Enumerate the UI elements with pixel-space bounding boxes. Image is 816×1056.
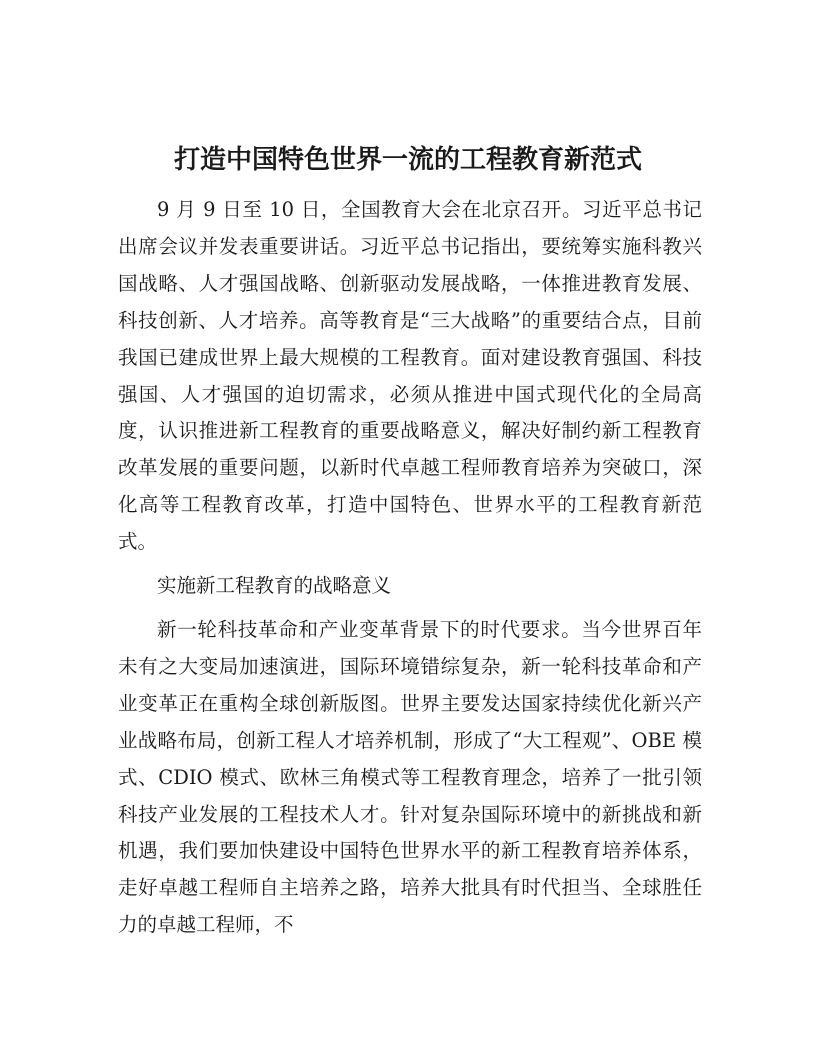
document-title: 打造中国特色世界一流的工程教育新范式 bbox=[173, 145, 642, 175]
document-body bbox=[118, 192, 702, 951]
section-heading: 实施新工程教育的战略意义 bbox=[157, 574, 392, 598]
body-paragraph: 9 月 9 日至 10 日，全国教育大会在北京召开。习近平总书记出席会议并发表重要讲话。习近平总书记指出，要统筹实施科教兴国战略、人才强国战略、创新驱动发展战略，一体推进教育发展、科技创新、人才培养。高等教育是“三大战略”的重要结合点，目前我国已建成世界上最大规模的工程教育。面对建设教育强国、科技强国、人才强国的迫切需求，必须从推进中国式现代化的全局高度，认识推进新工程教育的重要战略意义，解决好制约新工程教育改革发展的重要问题，以新时代卓越工程师教育培养为突破口，深化高等工程教育改革，打造中国特色、世界水平的工程教育新范式。 bbox=[118, 198, 702, 554]
body-paragraph: 新一轮科技革命和产业变革背景下的时代要求。当今世界百年未有之大变局加速演进，国际环境错综复杂，新一轮科技革命和产业变革正在重构全球创新版图。世界主要发达国家持续优化新兴产业战略布局，创新工程人才培养机制，形成了“大工程观”、OBE 模式、CDIO 模式、欧林三角模式等工程教育理念，培养了一批引领科技产业发展的工程技术人才。针对复杂国际环境中的新挑战和新机遇，我们要加快建设中国特色世界水平的新工程教育培养体系，走好卓越工程师自主培养之路，培养大批具有时代担当、全球胜任力的卓越工程师，不 bbox=[118, 617, 702, 937]
